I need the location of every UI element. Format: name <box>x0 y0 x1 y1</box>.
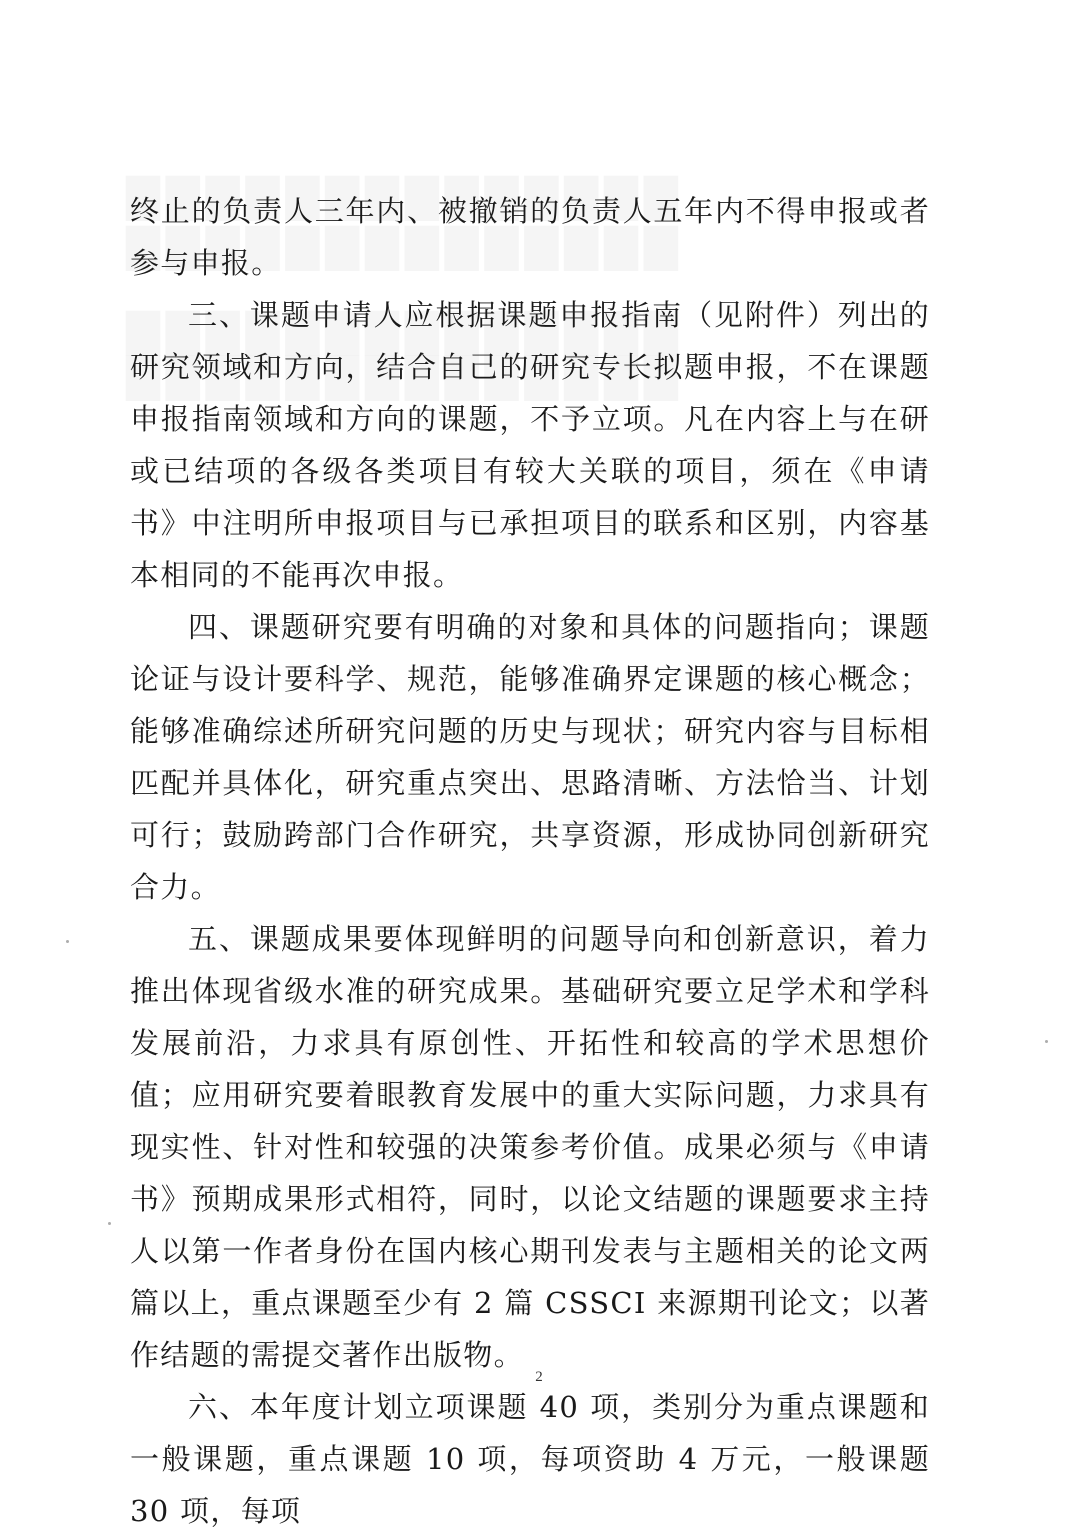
paragraph-continuation: 终止的负责人三年内、被撤销的负责人五年内不得申报或者参与申报。 <box>130 194 930 280</box>
scan-speck <box>1045 1040 1048 1043</box>
scan-speck <box>66 940 69 943</box>
document-body <box>130 185 930 1537</box>
paragraph-item-5: 五、课题成果要体现鲜明的问题导向和创新意识，着力推出体现省级水准的研究成果。基础研究要立足学术和学科发展前沿，力求具有原创性、开拓性和较高的学术思想价值；应用研究要着眼教育发展中的重大实际问题，力求具有现实性、针对性和较强的决策参考价值。成果必须与《申请书》预期成果形式相符，同时，以论文结题的课题要求主持人以第一作者身份在国内核心期刊发表与主题相关的论文两篇以上，重点课题至少有 2 篇 CSSCI 来源期刊论文；以著作结题的需提交著作出版物。 <box>130 922 930 1372</box>
paragraph-item-4: 四、课题研究要有明确的对象和具体的问题指向；课题论证与设计要科学、规范，能够准确界定课题的核心概念；能够准确综述所研究问题的历史与现状；研究内容与目标相匹配并具体化，研究重点突出、思路清晰、方法恰当、计划可行；鼓励跨部门合作研究，共享资源，形成协同创新研究合力。 <box>130 610 930 904</box>
paragraph-item-3: 三、课题申请人应根据课题申报指南（见附件）列出的研究领域和方向，结合自己的研究专长拟题申报，不在课题申报指南领域和方向的课题，不予立项。凡在内容上与在研或已结项的各级各类项目有较大关联的项目，须在《申请书》中注明所申报项目与已承担项目的联系和区别，内容基本相同的不能再次申报。 <box>130 298 930 592</box>
page-number: 2 <box>535 1369 543 1385</box>
paragraph-item-6: 六、本年度计划立项课题 40 项，类别分为重点课题和一般课题，重点课题 10 项，每项资助 4 万元，一般课题 30 项，每项 <box>130 1390 930 1528</box>
scan-speck <box>108 1222 111 1225</box>
